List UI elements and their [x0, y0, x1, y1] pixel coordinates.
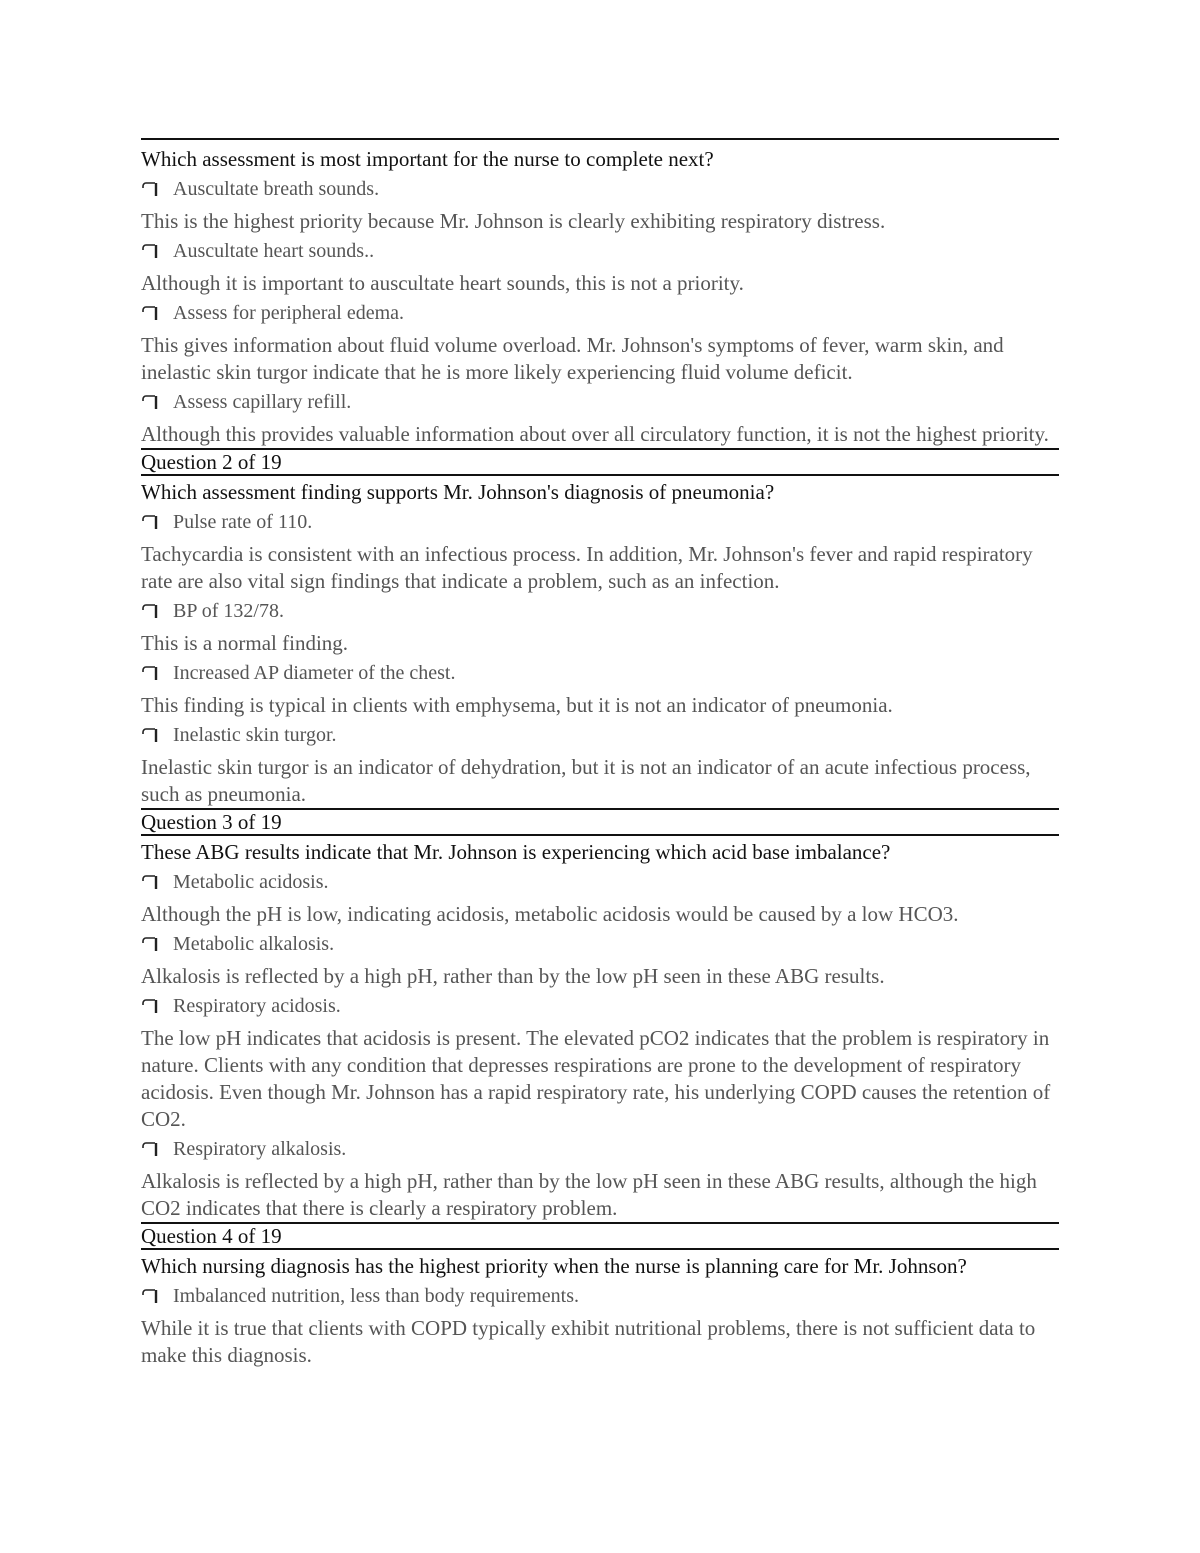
radio-button-icon[interactable]	[141, 997, 163, 1015]
option-label: Inelastic skin turgor.	[173, 724, 337, 746]
answer-option[interactable]	[141, 722, 1059, 748]
option-feedback: Alkalosis is reflected by a high pH, rather than by the low pH seen in these ABG results.	[141, 964, 885, 988]
quiz-document	[141, 138, 1059, 1369]
option-label: Pulse rate of 110.	[173, 511, 313, 533]
option-feedback: This finding is typical in clients with emphysema, but it is not an indicator of pneumonia.	[141, 693, 893, 717]
option-feedback: Although the pH is low, indicating acidosis, metabolic acidosis would be caused by a low HCO3.	[141, 902, 959, 926]
answer-option[interactable]	[141, 598, 1059, 624]
option-feedback: Inelastic skin turgor is an indicator of dehydration, but it is not an indicator of an acute infectious process, such as pneumonia.	[141, 755, 1031, 806]
option-label: Respiratory alkalosis.	[173, 1138, 347, 1160]
radio-button-icon[interactable]	[141, 242, 163, 260]
answer-option[interactable]	[141, 931, 1059, 957]
question-text: Which assessment finding supports Mr. Johnson's diagnosis of pneumonia?	[141, 480, 775, 504]
option-feedback: Tachycardia is consistent with an infectious process. In addition, Mr. Johnson's fever and rapid respiratory rate are also vital sign findings that indicate a problem, such as an infection.	[141, 542, 1033, 593]
option-label: BP of 132/78.	[173, 600, 284, 622]
radio-button-icon[interactable]	[141, 180, 163, 198]
option-feedback: While it is true that clients with COPD typically exhibit nutritional problems, there is not sufficient data to make this diagnosis.	[141, 1316, 1036, 1367]
option-label: Metabolic alkalosis.	[173, 933, 335, 955]
radio-button-icon[interactable]	[141, 1287, 163, 1305]
option-label: Imbalanced nutrition, less than body requirements.	[173, 1285, 580, 1307]
divider	[141, 474, 1059, 476]
question-text: Which nursing diagnosis has the highest priority when the nurse is planning care for Mr. Johnson?	[141, 1254, 967, 1278]
option-label: Increased AP diameter of the chest.	[173, 662, 456, 684]
option-feedback: This is the highest priority because Mr. Johnson is clearly exhibiting respiratory distress.	[141, 209, 886, 233]
option-label: Auscultate heart sounds..	[173, 240, 375, 262]
answer-option[interactable]	[141, 389, 1059, 415]
answer-option[interactable]	[141, 660, 1059, 686]
option-feedback: This is a normal finding.	[141, 631, 349, 655]
answer-option[interactable]	[141, 1283, 1059, 1309]
radio-button-icon[interactable]	[141, 935, 163, 953]
divider	[141, 834, 1059, 836]
radio-button-icon[interactable]	[141, 726, 163, 744]
radio-button-icon[interactable]	[141, 1140, 163, 1158]
radio-button-icon[interactable]	[141, 664, 163, 682]
option-feedback: Although it is important to auscultate heart sounds, this is not a priority.	[141, 271, 744, 295]
option-label: Assess capillary refill.	[173, 391, 352, 413]
radio-button-icon[interactable]	[141, 873, 163, 891]
answer-option[interactable]	[141, 238, 1059, 264]
option-label: Respiratory acidosis.	[173, 995, 341, 1017]
radio-button-icon[interactable]	[141, 304, 163, 322]
radio-button-icon[interactable]	[141, 602, 163, 620]
answer-option[interactable]	[141, 300, 1059, 326]
question-number: Question 4 of 19	[141, 1224, 282, 1248]
question-number: Question 3 of 19	[141, 810, 282, 834]
answer-option[interactable]	[141, 1136, 1059, 1162]
question-text: Which assessment is most important for the nurse to complete next?	[141, 147, 714, 171]
option-label: Assess for peripheral edema.	[173, 302, 405, 324]
option-feedback: Although this provides valuable information about over all circulatory function, it is not the highest priority.	[141, 422, 1049, 446]
option-feedback: The low pH indicates that acidosis is present. The elevated pCO2 indicates that the problem is respiratory in nature. Clients with any condition that depresses respirations are prone to the development of respiratory acidosis. Even though Mr. Johnson has a rapid respiratory rate, his underlying COPD causes the retention of CO2.	[141, 1026, 1051, 1131]
divider	[141, 1248, 1059, 1250]
answer-option[interactable]	[141, 869, 1059, 895]
question-number: Question 2 of 19	[141, 450, 282, 474]
divider	[141, 138, 1059, 140]
option-feedback: Alkalosis is reflected by a high pH, rather than by the low pH seen in these ABG results, although the high CO2 indicates that there is clearly a respiratory problem.	[141, 1169, 1037, 1220]
question-text: These ABG results indicate that Mr. Johnson is experiencing which acid base imbalance?	[141, 840, 891, 864]
option-feedback: This gives information about fluid volume overload. Mr. Johnson's symptoms of fever, warm skin, and inelastic skin turgor indicate that he is more likely experiencing fluid volume deficit.	[141, 333, 1004, 384]
radio-button-icon[interactable]	[141, 513, 163, 531]
option-label: Metabolic acidosis.	[173, 871, 329, 893]
option-label: Auscultate breath sounds.	[173, 178, 380, 200]
answer-option[interactable]	[141, 509, 1059, 535]
answer-option[interactable]	[141, 993, 1059, 1019]
answer-option[interactable]	[141, 176, 1059, 202]
radio-button-icon[interactable]	[141, 393, 163, 411]
